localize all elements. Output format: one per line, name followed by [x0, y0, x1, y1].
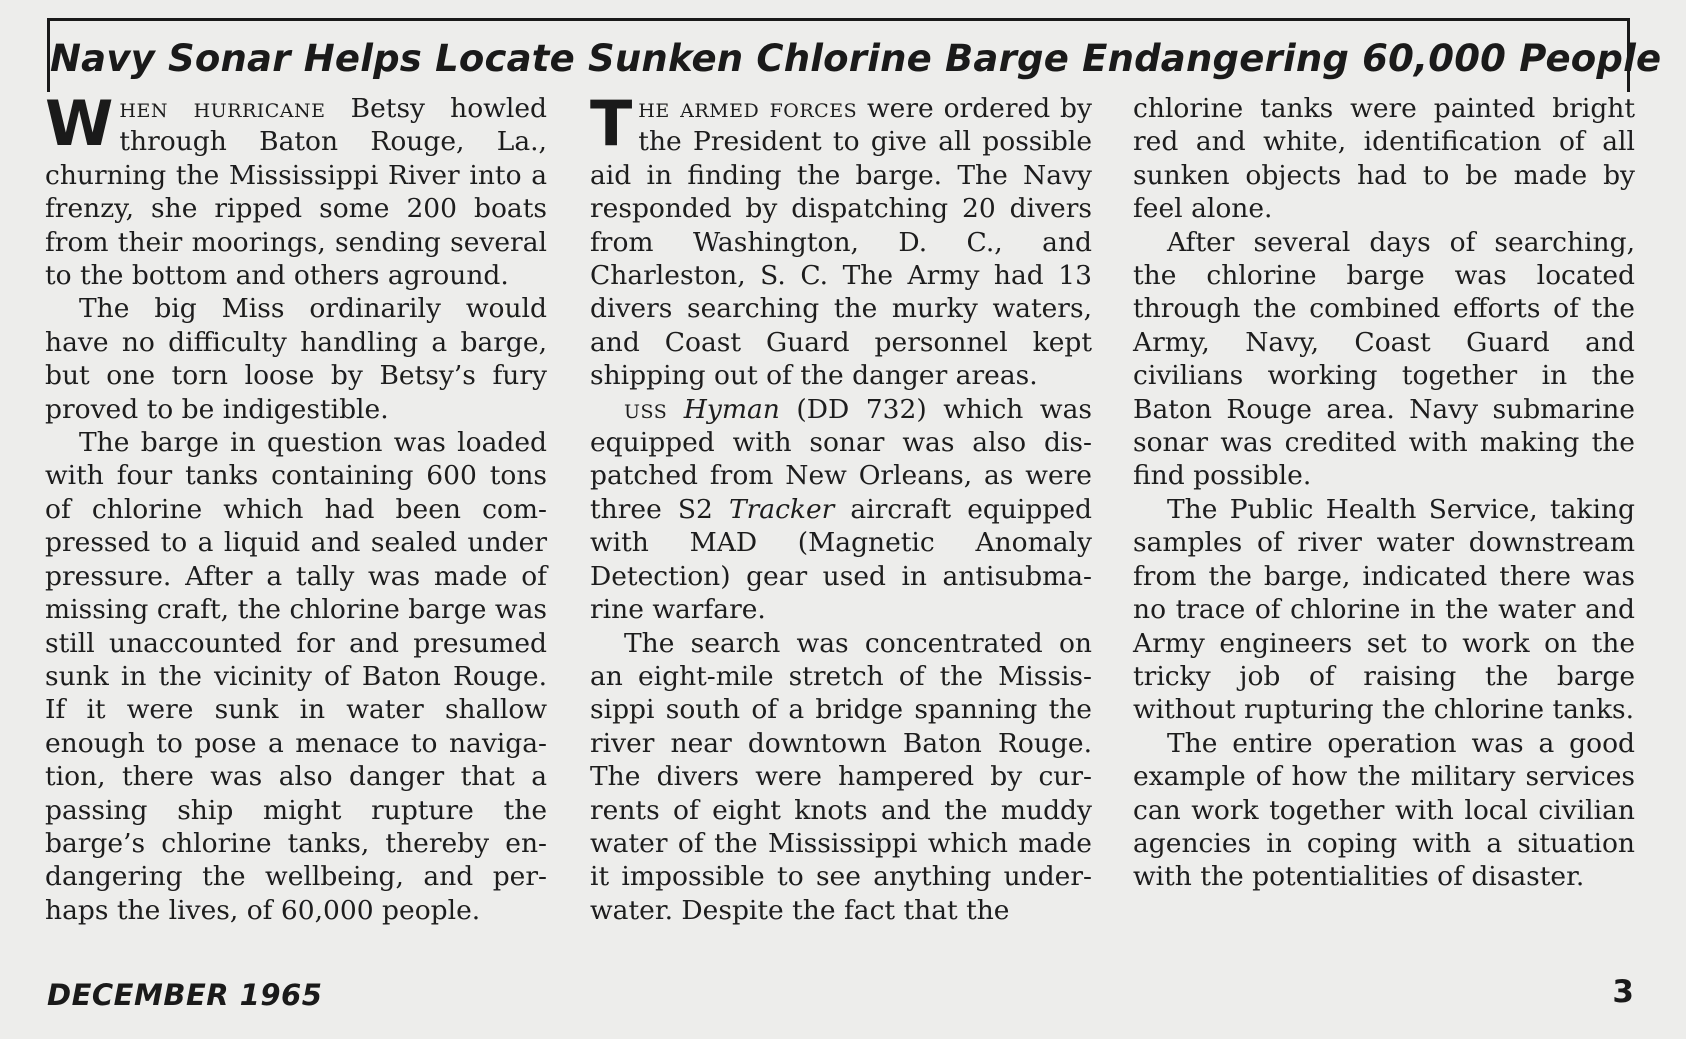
paragraph: The entire operation was a good example of how the military services can work together with local civilian agencies in coping with a situation with the potentialities of disaster. — [1133, 727, 1635, 893]
paragraph-text: Betsy howled through Baton Rouge, La., churning the Mississippi River into a frenzy, she ripped some 200 boats from their moorings, sending several to the bottom and others aground. — [45, 93, 547, 292]
issue-date: DECEMBER 1965 — [47, 978, 323, 1012]
paragraph: The big Miss ordinarily would have no difficulty handling a barge, but one torn loose by Betsy’s fury proved to be indigestible. — [45, 293, 547, 425]
lead-in: he armed forces — [638, 93, 858, 124]
drop-cap: W — [45, 87, 114, 160]
ship-name: Hyman — [683, 393, 780, 425]
paragraph — [590, 87, 1092, 393]
paragraph-text: (DD 732) which was equipped with sonar was also dispatched from New Orleans, as were three S2 — [590, 393, 1092, 525]
paragraph — [590, 393, 1092, 627]
aircraft-name: Tracker — [728, 493, 835, 525]
column-2 — [590, 87, 1092, 927]
drop-cap: T — [590, 87, 633, 160]
paragraph: The search was concentrated on an eight-mile stretch of the Mississippi south of a bridge spanning the river near downtown Baton Rouge. The divers were hampered by currents of eight knots and the muddy water of the Mississippi which made it impossible to see anything underwater. Despite the fact that the — [590, 627, 1092, 926]
lead-in: hen hurricane — [119, 93, 326, 124]
paragraph: The barge in question was loaded with four tanks containing 600 tons of chlorine which had been compressed to a liquid and sealed under pressure. After a tally was made of missing craft, the chlorine barge was still unaccounted for and presumed sunk in the vicinity of Baton Rouge. If it were sunk in water shallow enough to pose a menace to navigation, there was also danger that a passing ship might rupture the barge’s chlorine tanks, thereby endangering the wellbeing, and perhaps the lives, of 60,000 people. — [45, 427, 547, 926]
paragraph-text: aircraft equipped with MAD (Magnetic Anomaly Detection) gear used in antisubmarine warfare. — [590, 493, 1092, 626]
paragraph: chlorine tanks were painted bright red and white, identification of all sunken objects had to be made by feel alone. — [1133, 93, 1635, 225]
article-body — [45, 87, 1637, 952]
page-number: 3 — [1612, 974, 1634, 1010]
paragraph — [45, 87, 547, 292]
paragraph: The Public Health Service, taking samples of river water downstream from the barge, indicated there was no trace of chlorine in the water and Army engineers set to work on the tricky job of raising the barge without rupturing the chlorine tanks. — [1133, 493, 1635, 726]
headline-box — [47, 18, 1662, 92]
headline: Navy Sonar Helps Locate Sunken Chlorine Barge Endangering 60,000 People — [50, 37, 1662, 80]
column-3 — [1133, 92, 1635, 894]
column-1 — [45, 87, 547, 927]
ship-prefix: uss — [624, 393, 668, 425]
paragraph: After several days of searching, the chlorine barge was located through the combined efforts of the Army, Navy, Coast Guard and civilians working together in the Baton Rouge area. Navy submarine sonar was credited with making the find possible. — [1133, 226, 1635, 492]
paragraph-text: were ordered by the President to give all possible aid in finding the barge. The Navy responded by dispatching 20 divers from Washington, D. C., and Charleston, S. C. The Army had 13 divers searching the murky waters, and Coast Guard personnel kept shipping out of the danger areas. — [590, 93, 1092, 392]
